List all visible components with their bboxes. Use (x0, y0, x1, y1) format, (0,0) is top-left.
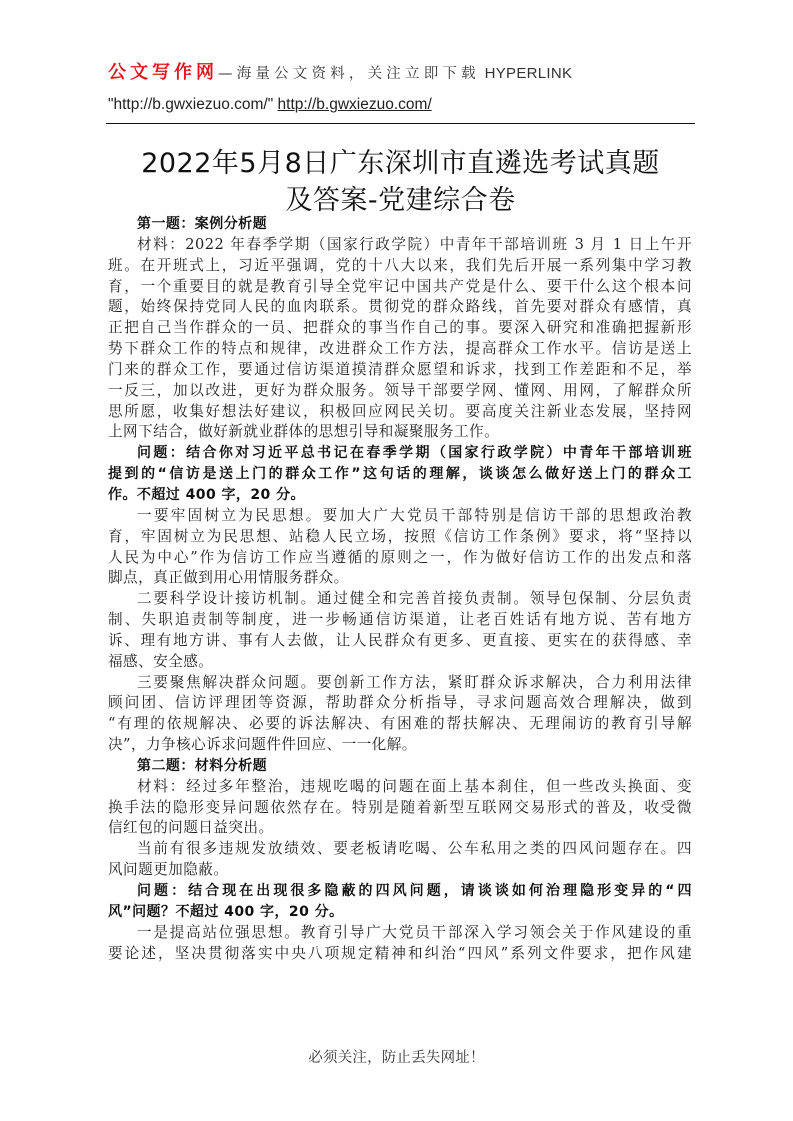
document-body (108, 214, 692, 964)
body-text-line: 制、失职追责制等制度，进一步畅通信访渠道，让老百姓话有地方说、苦有地方 (108, 611, 692, 629)
body-text-line: 题，始终保持党同人民的血肉联系。贯彻党的群众路线，首先要对群众有感情，真 (108, 298, 692, 316)
body-text-line: 育，牢固树立为民思想、站稳人民立场，按照《信访工作条例》要求，将“坚持以 (108, 527, 692, 545)
body-heading-line: 提到的“信访是送上门的群众工作”这句话的理解，谈谈怎么做好送上门的群众工 (108, 466, 692, 483)
body-text-line: 福感、安全感。 (108, 652, 214, 670)
body-text-line: 上网下结合，做好新就业群体的思想引导和凝聚服务工作。 (108, 423, 500, 441)
body-heading-line: 问题：结合现在出现很多隐蔽的四风问题，请谈谈如何治理隐形变异的“四 (137, 883, 692, 899)
body-text-line: 决”，力争核心诉求问题件件回应、一一化解。 (108, 736, 417, 754)
body-text-line: 二要科学设计接访机制。通过健全和完善首接负责制。领导包保制、分层负责 (137, 590, 692, 608)
body-text-line: 正把自己当作群众的一员、把群众的事当作自己的事。要深入研究和准确把握新形 (108, 319, 692, 337)
header-divider (106, 123, 695, 124)
body-text-line: 诉、理有地方讲、事有人去做，让人民群众有更多、更直接、更实在的获得感、幸 (108, 631, 692, 649)
body-heading-line: 第二题：材料分析题 (137, 757, 268, 774)
body-text-line: 一要牢固树立为民思想。要加大广大党员干部特别是信访干部的思想政治教 (137, 506, 692, 524)
document-title-line-2: 及答案-党建综合卷 (285, 185, 516, 216)
body-text-line: 信红包的问题日益突出。 (108, 819, 274, 837)
body-text-line: 班。在开班式上，习近平强调，党的十八大以来，我们先后开展一系列集中学习教 (108, 256, 692, 274)
body-heading-line: 问题：结合你对习近平总书记在春季学期（国家行政学院）中青年干部培训班 (137, 445, 692, 462)
body-text-line: 当前有很多违规发放绩效、要老板请吃喝、公车私用之类的四风问题存在。四 (137, 840, 692, 858)
site-header (108, 58, 698, 84)
body-text-line: 顾问团、信访评理团等资源，帮助群众分析指导，寻求问题高效合理解决，做到 (108, 694, 692, 712)
body-text-line: 要论述，坚决贯彻落实中央八项规定精神和纠治“四风”系列文件要求，把作风建 (108, 944, 692, 962)
body-text-line: 换手法的隐形变异问题依然存在。特别是随着新型互联网交易形式的普及，收受微 (108, 798, 692, 816)
site-slogan: —海量公文资料，关注立即下载 (218, 66, 480, 82)
body-text-line: 脚点，真正做到用心用情服务群众。 (108, 569, 349, 587)
site-url-link[interactable]: http://b.gwxiezuo.com/ (277, 96, 432, 113)
hyperlink-field-code: HYPERLINK (484, 65, 573, 82)
body-heading-line: 风”问题？不超过 400 字，20 分。 (108, 903, 344, 920)
body-text-line: 思所愿，收集好想法好建议，积极回应网民关切。要高度关注新业态发展，坚持网 (108, 402, 692, 420)
document-title-line-1: 2022年5月8日广东深圳市直遴选考试真题 (141, 148, 660, 179)
body-heading-line: 第一题：案例分析题 (137, 216, 268, 232)
footer-notice: 必须关注，防止丢失网址！ (308, 1050, 485, 1066)
site-brand-logo[interactable]: 公文写作网 (108, 62, 218, 83)
site-url-line (108, 96, 432, 114)
body-text-line: 门来的群众工作，要通过信访渠道摸清群众愿望和诉求，找到工作差距和不足，举 (108, 360, 692, 378)
body-text-line: 材料：2022 年春季学期（国家行政学院）中青年干部培训班 3 月 1 日上午开 (137, 235, 692, 253)
body-text-line: 一是提高站位强思想。教育引导广大党员干部深入学习领会关于作风建设的重 (137, 923, 692, 941)
body-text-line: 材料：经过多年整治，违规吃喝的问题在面上基本刹住，但一些改头换面、变 (137, 777, 692, 795)
body-text-line: “有理的依规解决、必要的诉法解决、有困难的帮扶解决、无理闹访的教育引导解 (108, 715, 692, 733)
site-url-quoted: "http://b.gwxiezuo.com/" (108, 96, 274, 113)
body-heading-line: 作。不超过 400 字，20 分。 (108, 486, 305, 503)
body-text-line: 风问题更加隐蔽。 (108, 861, 229, 879)
body-text-line: 三要聚焦解决群众问题。要创新工作方法，紧盯群众诉求解决，合力利用法律 (137, 673, 692, 691)
body-text-line: 一反三，加以改进，更好为群众服务。领导干部要学网、懂网、用网，了解群众所 (108, 381, 692, 399)
body-text-line: 人民为中心”作为信访工作应当遵循的原则之一，作为做好信访工作的出发点和落 (108, 548, 692, 566)
body-text-line: 育，一个重要目的就是教育引导全党牢记中国共产党是什么、要干什么这个根本问 (108, 277, 692, 295)
body-text-line: 势下群众工作的特点和规律，改进群众工作方法，提高群众工作水平。信访是送上 (108, 340, 692, 358)
